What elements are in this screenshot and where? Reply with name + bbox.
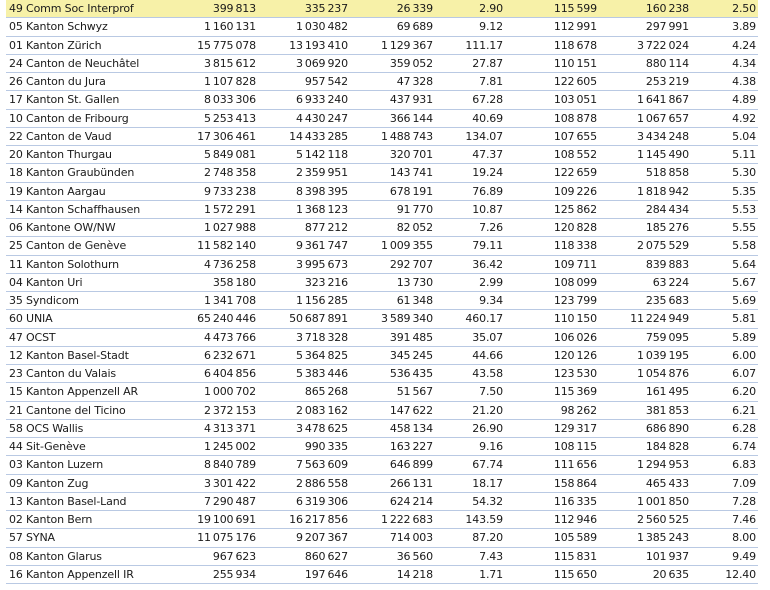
value-cell: 3 722 024 (599, 36, 691, 54)
value-cell: 5.89 (691, 328, 758, 346)
row-label-cell: 60 UNIA (6, 310, 184, 328)
row-label-cell: 20 Kanton Thurgau (6, 146, 184, 164)
value-cell: 759 095 (599, 328, 691, 346)
value-cell: 21.20 (435, 401, 505, 419)
value-cell: 1 001 850 (599, 492, 691, 510)
value-cell: 1 245 002 (184, 438, 258, 456)
value-cell: 4.24 (691, 36, 758, 54)
value-cell: 1 294 953 (599, 456, 691, 474)
value-cell: 1 641 867 (599, 91, 691, 109)
value-cell: 3.89 (691, 18, 758, 36)
value-cell: 536 435 (350, 365, 435, 383)
value-cell: 4.34 (691, 54, 758, 72)
value-cell: 122 659 (505, 164, 599, 182)
value-cell: 26.90 (435, 419, 505, 437)
value-cell: 18.17 (435, 474, 505, 492)
value-cell: 161 495 (599, 383, 691, 401)
value-cell: 4 313 371 (184, 419, 258, 437)
value-cell: 366 144 (350, 109, 435, 127)
value-cell: 185 276 (599, 219, 691, 237)
value-cell: 67.74 (435, 456, 505, 474)
value-cell: 112 991 (505, 18, 599, 36)
table-row (6, 511, 758, 529)
value-cell: 106 026 (505, 328, 599, 346)
table-row (6, 456, 758, 474)
value-cell: 2 075 529 (599, 237, 691, 255)
row-label-cell: 25 Canton de Genève (6, 237, 184, 255)
row-label-cell: 06 Kantone OW/NW (6, 219, 184, 237)
value-cell: 2.99 (435, 273, 505, 291)
value-cell: 1 341 708 (184, 292, 258, 310)
value-cell: 111.17 (435, 36, 505, 54)
value-cell: 8 840 789 (184, 456, 258, 474)
value-cell: 5.35 (691, 182, 758, 200)
value-cell: 865 268 (258, 383, 350, 401)
table-row (6, 182, 758, 200)
value-cell: 877 212 (258, 219, 350, 237)
row-label-cell: 49 Comm Soc Interprof (6, 0, 184, 18)
table-row (6, 547, 758, 565)
value-cell: 518 858 (599, 164, 691, 182)
row-label-cell: 03 Kanton Luzern (6, 456, 184, 474)
table-row (6, 565, 758, 583)
value-cell: 1.71 (435, 565, 505, 583)
table-row (6, 200, 758, 218)
value-cell: 12.40 (691, 565, 758, 583)
table-row (6, 146, 758, 164)
value-cell: 646 899 (350, 456, 435, 474)
value-cell: 967 623 (184, 547, 258, 565)
value-cell: 110 150 (505, 310, 599, 328)
value-cell: 2 560 525 (599, 511, 691, 529)
value-cell: 7 563 609 (258, 456, 350, 474)
value-cell: 9.16 (435, 438, 505, 456)
value-cell: 9.34 (435, 292, 505, 310)
value-cell: 460.17 (435, 310, 505, 328)
row-label-cell: 10 Canton de Fribourg (6, 109, 184, 127)
value-cell: 1 129 367 (350, 36, 435, 54)
value-cell: 87.20 (435, 529, 505, 547)
value-cell: 8 033 306 (184, 91, 258, 109)
value-cell: 147 622 (350, 401, 435, 419)
value-cell: 47 328 (350, 73, 435, 91)
table-row (6, 18, 758, 36)
value-cell: 284 434 (599, 200, 691, 218)
value-cell: 5.64 (691, 255, 758, 273)
value-cell: 115 599 (505, 0, 599, 18)
value-cell: 9 733 238 (184, 182, 258, 200)
value-cell: 253 219 (599, 73, 691, 91)
value-cell: 292 707 (350, 255, 435, 273)
row-label-cell: 15 Kanton Appenzell AR (6, 383, 184, 401)
value-cell: 6.07 (691, 365, 758, 383)
value-cell: 5.30 (691, 164, 758, 182)
value-cell: 458 134 (350, 419, 435, 437)
value-cell: 1 000 702 (184, 383, 258, 401)
value-cell: 1 368 123 (258, 200, 350, 218)
value-cell: 109 226 (505, 182, 599, 200)
value-cell: 98 262 (505, 401, 599, 419)
row-label-cell: 13 Kanton Basel-Land (6, 492, 184, 510)
row-label-cell: 05 Kanton Schwyz (6, 18, 184, 36)
value-cell: 4.89 (691, 91, 758, 109)
value-cell: 7 290 487 (184, 492, 258, 510)
value-cell: 7.81 (435, 73, 505, 91)
table-row (6, 346, 758, 364)
row-label-cell: 21 Cantone del Ticino (6, 401, 184, 419)
value-cell: 3 301 422 (184, 474, 258, 492)
value-cell: 125 862 (505, 200, 599, 218)
value-cell: 391 485 (350, 328, 435, 346)
value-cell: 6.20 (691, 383, 758, 401)
row-label-cell: 26 Canton du Jura (6, 73, 184, 91)
value-cell: 4 473 766 (184, 328, 258, 346)
value-cell: 63 224 (599, 273, 691, 291)
value-cell: 5.58 (691, 237, 758, 255)
value-cell: 14 218 (350, 565, 435, 583)
value-cell: 255 934 (184, 565, 258, 583)
value-cell: 134.07 (435, 127, 505, 145)
row-label-cell: 01 Kanton Zürich (6, 36, 184, 54)
value-cell: 399 813 (184, 0, 258, 18)
table-row (6, 529, 758, 547)
value-cell: 129 317 (505, 419, 599, 437)
value-cell: 109 711 (505, 255, 599, 273)
value-cell: 27.87 (435, 54, 505, 72)
row-label-cell: 16 Kanton Appenzell IR (6, 565, 184, 583)
table-row (6, 255, 758, 273)
row-label-cell: 44 Sit-Genève (6, 438, 184, 456)
table-row (6, 36, 758, 54)
value-cell: 107 655 (505, 127, 599, 145)
row-label-cell: 14 Kanton Schaffhausen (6, 200, 184, 218)
value-cell: 17 306 461 (184, 127, 258, 145)
value-cell: 65 240 446 (184, 310, 258, 328)
value-cell: 381 853 (599, 401, 691, 419)
table-row (6, 73, 758, 91)
value-cell: 1 030 482 (258, 18, 350, 36)
value-cell: 7.09 (691, 474, 758, 492)
value-cell: 158 864 (505, 474, 599, 492)
table-row (6, 292, 758, 310)
value-cell: 11 075 176 (184, 529, 258, 547)
value-cell: 103 051 (505, 91, 599, 109)
value-cell: 43.58 (435, 365, 505, 383)
value-cell: 4.92 (691, 109, 758, 127)
value-cell: 16 217 856 (258, 511, 350, 529)
value-cell: 143.59 (435, 511, 505, 529)
value-cell: 47.37 (435, 146, 505, 164)
value-cell: 82 052 (350, 219, 435, 237)
value-cell: 26 339 (350, 0, 435, 18)
table-body (6, 0, 758, 584)
value-cell: 7.50 (435, 383, 505, 401)
value-cell: 61 348 (350, 292, 435, 310)
value-cell: 6 319 306 (258, 492, 350, 510)
value-cell: 44.66 (435, 346, 505, 364)
data-sheet (6, 0, 758, 584)
value-cell: 79.11 (435, 237, 505, 255)
row-label-cell: 09 Kanton Zug (6, 474, 184, 492)
value-cell: 4 430 247 (258, 109, 350, 127)
value-cell: 4.38 (691, 73, 758, 91)
value-cell: 2 083 162 (258, 401, 350, 419)
value-cell: 345 245 (350, 346, 435, 364)
value-cell: 5 364 825 (258, 346, 350, 364)
value-cell: 6.28 (691, 419, 758, 437)
row-label-cell: 18 Kanton Graubünden (6, 164, 184, 182)
row-label-cell: 23 Canton du Valais (6, 365, 184, 383)
value-cell: 7.43 (435, 547, 505, 565)
value-cell: 123 799 (505, 292, 599, 310)
value-cell: 9.12 (435, 18, 505, 36)
value-cell: 5.53 (691, 200, 758, 218)
value-cell: 5 142 118 (258, 146, 350, 164)
value-cell: 5.55 (691, 219, 758, 237)
value-cell: 7.46 (691, 511, 758, 529)
value-cell: 163 227 (350, 438, 435, 456)
value-cell: 678 191 (350, 182, 435, 200)
value-cell: 1 488 743 (350, 127, 435, 145)
value-cell: 2 886 558 (258, 474, 350, 492)
value-cell: 184 828 (599, 438, 691, 456)
value-cell: 91 770 (350, 200, 435, 218)
value-cell: 6 404 856 (184, 365, 258, 383)
value-cell: 2.50 (691, 0, 758, 18)
value-cell: 686 890 (599, 419, 691, 437)
value-cell: 6.00 (691, 346, 758, 364)
value-cell: 990 335 (258, 438, 350, 456)
value-cell: 112 946 (505, 511, 599, 529)
value-cell: 13 193 410 (258, 36, 350, 54)
value-cell: 1 145 490 (599, 146, 691, 164)
table-row (6, 438, 758, 456)
value-cell: 50 687 891 (258, 310, 350, 328)
value-cell: 1 054 876 (599, 365, 691, 383)
value-cell: 5.11 (691, 146, 758, 164)
value-cell: 110 151 (505, 54, 599, 72)
value-cell: 2 359 951 (258, 164, 350, 182)
value-cell: 122 605 (505, 73, 599, 91)
value-cell: 2 748 358 (184, 164, 258, 182)
value-cell: 15 775 078 (184, 36, 258, 54)
value-cell: 5 383 446 (258, 365, 350, 383)
value-cell: 297 991 (599, 18, 691, 36)
value-cell: 358 180 (184, 273, 258, 291)
value-cell: 880 114 (599, 54, 691, 72)
value-cell: 120 828 (505, 219, 599, 237)
value-cell: 1 572 291 (184, 200, 258, 218)
value-cell: 9.49 (691, 547, 758, 565)
value-cell: 51 567 (350, 383, 435, 401)
value-cell: 323 216 (258, 273, 350, 291)
value-cell: 5.81 (691, 310, 758, 328)
value-cell: 235 683 (599, 292, 691, 310)
value-cell: 6 232 671 (184, 346, 258, 364)
value-cell: 359 052 (350, 54, 435, 72)
value-cell: 1 160 131 (184, 18, 258, 36)
value-cell: 197 646 (258, 565, 350, 583)
value-cell: 3 995 673 (258, 255, 350, 273)
value-cell: 3 815 612 (184, 54, 258, 72)
value-cell: 2.90 (435, 0, 505, 18)
value-cell: 6 933 240 (258, 91, 350, 109)
value-cell: 957 542 (258, 73, 350, 91)
value-cell: 11 582 140 (184, 237, 258, 255)
row-label-cell: 58 OCS Wallis (6, 419, 184, 437)
table-row (6, 401, 758, 419)
value-cell: 108 552 (505, 146, 599, 164)
value-cell: 1 385 243 (599, 529, 691, 547)
value-cell: 465 433 (599, 474, 691, 492)
row-label-cell: 24 Canton de Neuchâtel (6, 54, 184, 72)
table-row (6, 310, 758, 328)
table-row (6, 273, 758, 291)
table-row (6, 164, 758, 182)
value-cell: 9 361 747 (258, 237, 350, 255)
row-label-cell: 17 Kanton St. Gallen (6, 91, 184, 109)
value-cell: 9 207 367 (258, 529, 350, 547)
value-cell: 143 741 (350, 164, 435, 182)
row-label-cell: 02 Kanton Bern (6, 511, 184, 529)
row-label-cell: 57 SYNA (6, 529, 184, 547)
row-label-cell: 22 Canton de Vaud (6, 127, 184, 145)
value-cell: 14 433 285 (258, 127, 350, 145)
value-cell: 714 003 (350, 529, 435, 547)
value-cell: 36 560 (350, 547, 435, 565)
value-cell: 7.28 (691, 492, 758, 510)
value-cell: 8.00 (691, 529, 758, 547)
row-label-cell: 35 Syndicom (6, 292, 184, 310)
value-cell: 19 100 691 (184, 511, 258, 529)
table-row (6, 492, 758, 510)
value-cell: 108 115 (505, 438, 599, 456)
value-cell: 3 589 340 (350, 310, 435, 328)
row-label-cell: 04 Kanton Uri (6, 273, 184, 291)
value-cell: 36.42 (435, 255, 505, 273)
value-cell: 101 937 (599, 547, 691, 565)
row-label-cell: 12 Kanton Basel-Stadt (6, 346, 184, 364)
table-row (6, 109, 758, 127)
table-row (6, 328, 758, 346)
value-cell: 115 650 (505, 565, 599, 583)
value-cell: 115 369 (505, 383, 599, 401)
value-cell: 1 107 828 (184, 73, 258, 91)
value-cell: 1 156 285 (258, 292, 350, 310)
table-row (6, 237, 758, 255)
value-cell: 1 222 683 (350, 511, 435, 529)
table-row (6, 419, 758, 437)
value-cell: 160 238 (599, 0, 691, 18)
value-cell: 123 530 (505, 365, 599, 383)
value-cell: 6.21 (691, 401, 758, 419)
value-cell: 10.87 (435, 200, 505, 218)
value-cell: 5.04 (691, 127, 758, 145)
table-row (6, 91, 758, 109)
value-cell: 76.89 (435, 182, 505, 200)
value-cell: 118 338 (505, 237, 599, 255)
value-cell: 54.32 (435, 492, 505, 510)
value-cell: 115 831 (505, 547, 599, 565)
value-cell: 111 656 (505, 456, 599, 474)
value-cell: 69 689 (350, 18, 435, 36)
table-row (6, 383, 758, 401)
value-cell: 839 883 (599, 255, 691, 273)
value-cell: 5 849 081 (184, 146, 258, 164)
value-cell: 5.69 (691, 292, 758, 310)
value-cell: 5.67 (691, 273, 758, 291)
value-cell: 120 126 (505, 346, 599, 364)
value-cell: 1 027 988 (184, 219, 258, 237)
value-cell: 6.83 (691, 456, 758, 474)
value-cell: 11 224 949 (599, 310, 691, 328)
value-cell: 67.28 (435, 91, 505, 109)
row-label-cell: 11 Kanton Solothurn (6, 255, 184, 273)
value-cell: 40.69 (435, 109, 505, 127)
row-label-cell: 19 Kanton Aargau (6, 182, 184, 200)
value-cell: 266 131 (350, 474, 435, 492)
value-cell: 320 701 (350, 146, 435, 164)
value-cell: 108 878 (505, 109, 599, 127)
row-label-cell: 47 OCST (6, 328, 184, 346)
value-cell: 20 635 (599, 565, 691, 583)
value-cell: 19.24 (435, 164, 505, 182)
value-cell: 13 730 (350, 273, 435, 291)
value-cell: 3 718 328 (258, 328, 350, 346)
value-cell: 3 434 248 (599, 127, 691, 145)
value-cell: 624 214 (350, 492, 435, 510)
table-row (6, 365, 758, 383)
value-cell: 116 335 (505, 492, 599, 510)
value-cell: 105 589 (505, 529, 599, 547)
value-cell: 5 253 413 (184, 109, 258, 127)
value-cell: 35.07 (435, 328, 505, 346)
value-cell: 6.74 (691, 438, 758, 456)
value-cell: 860 627 (258, 547, 350, 565)
value-cell: 8 398 395 (258, 182, 350, 200)
value-cell: 118 678 (505, 36, 599, 54)
value-cell: 4 736 258 (184, 255, 258, 273)
value-cell: 1 009 355 (350, 237, 435, 255)
statistics-table (6, 0, 758, 584)
table-row (6, 54, 758, 72)
table-row (6, 0, 758, 18)
value-cell: 3 069 920 (258, 54, 350, 72)
value-cell: 108 099 (505, 273, 599, 291)
table-row (6, 474, 758, 492)
value-cell: 437 931 (350, 91, 435, 109)
value-cell: 7.26 (435, 219, 505, 237)
value-cell: 1 039 195 (599, 346, 691, 364)
value-cell: 1 067 657 (599, 109, 691, 127)
table-row (6, 127, 758, 145)
value-cell: 2 372 153 (184, 401, 258, 419)
value-cell: 335 237 (258, 0, 350, 18)
row-label-cell: 08 Kanton Glarus (6, 547, 184, 565)
table-row (6, 219, 758, 237)
value-cell: 3 478 625 (258, 419, 350, 437)
value-cell: 1 818 942 (599, 182, 691, 200)
